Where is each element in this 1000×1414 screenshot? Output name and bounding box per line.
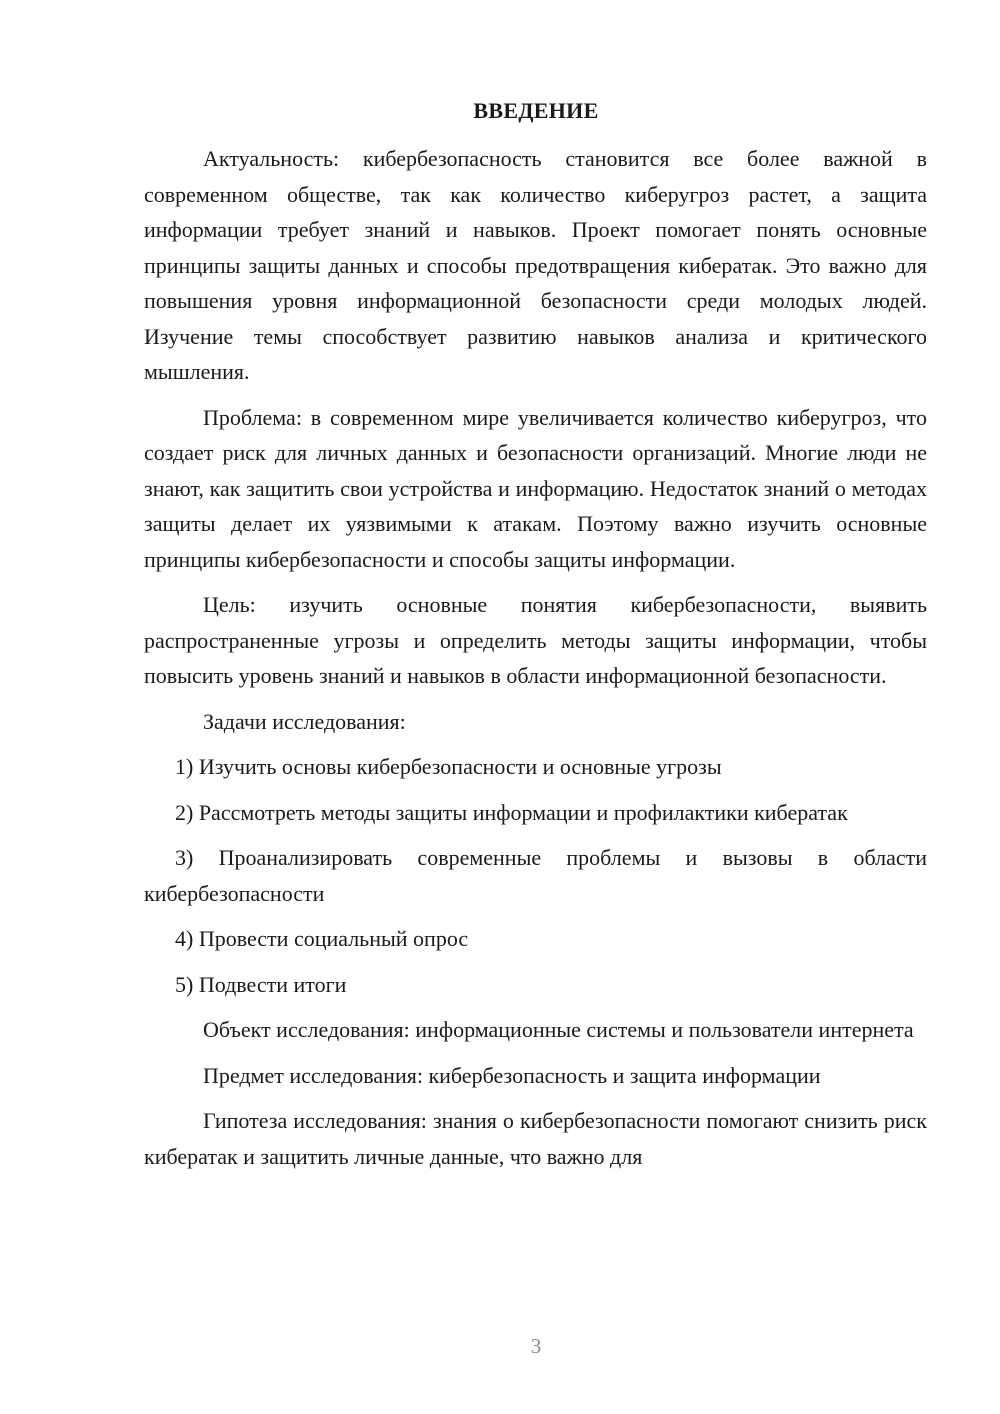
task-item: 3) Проанализировать современные проблемы и вызовы в области кибербезопасности [144,845,927,906]
goal-paragraph: Цель: изучить основные понятия кибербезопасности, выявить распространенные угрозы и определить методы защиты информации, чтобы повысить уровень знаний и навыков в области информационной безопасности. [144,592,927,688]
relevance-paragraph: Актуальность: кибербезопасность становится все более важной в современном обществе, так как количество киберугроз растет, а защита информации требует знаний и навыков. Проект помогает понять основные принципы защиты данных и способы предотвращения кибератак. Это важно для повышения уровня информационной безопасности среди молодых людей. Изучение темы способствует развитию навыков анализа и критического мышления. [144,146,927,384]
task-item: 4) Провести социальный опрос [175,926,469,951]
task-item: 1) Изучить основы кибербезопасности и основные угрозы [175,754,722,779]
object-paragraph: Объект исследования: информационные системы и пользователи интернета [203,1017,914,1042]
section-heading: ВВЕДЕНИЕ [473,98,599,123]
subject-paragraph: Предмет исследования: кибербезопасность и защита информации [203,1062,821,1088]
body-text [144,141,927,1184]
tasks-heading: Задачи исследования: [203,708,406,734]
problem-paragraph: Проблема: в современном мире увеличивается количество киберугроз, что создает риск для личных данных и безопасности организаций. Многие люди не знают, как защитить свои устройства и информацию. Недостаток знаний о методах защиты делает их уязвимыми к атакам. Поэтому важно изучить основные принципы кибербезопасности и способы защиты информации. [144,404,927,572]
task-item: 5) Подвести итоги [175,971,347,997]
page-number: 3 [530,1334,542,1358]
task-item: 2) Рассмотреть методы защиты информации и профилактики кибератак [175,799,848,825]
hypothesis-paragraph: Гипотеза исследования: знания о кибербезопасности помогают снизить риск кибератак и защитить личные данные, что важно для [144,1108,927,1169]
